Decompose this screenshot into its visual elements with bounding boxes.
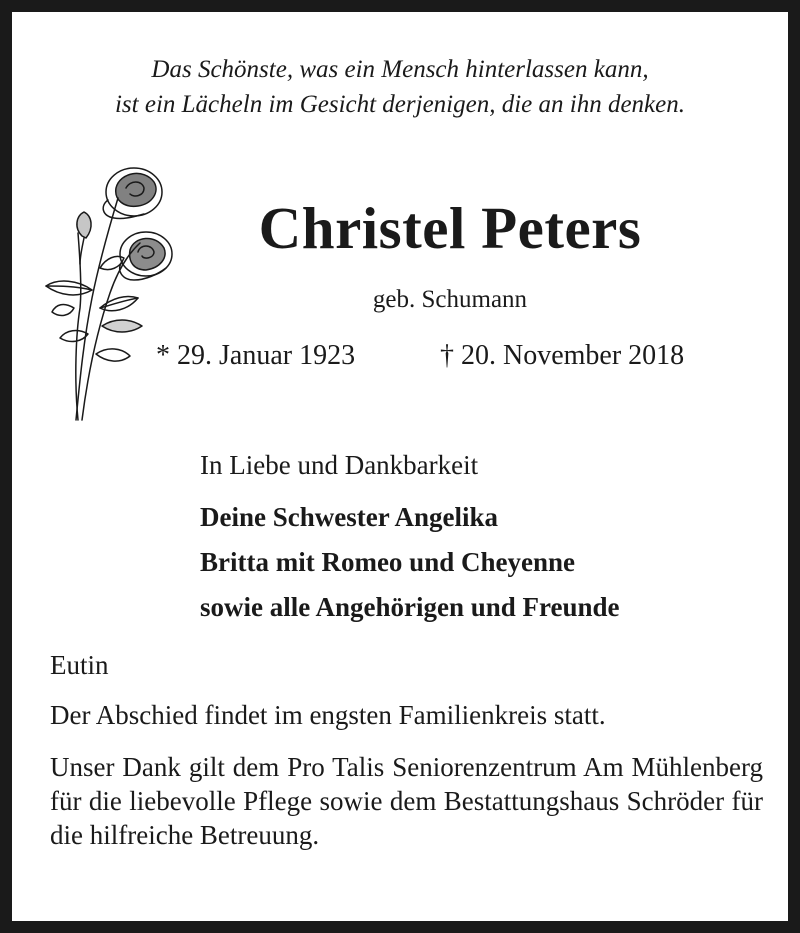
rose-icon <box>40 158 180 424</box>
mourners-lead: In Liebe und Dankbarkeit <box>200 450 479 480</box>
deceased-name: Christel Peters <box>258 195 642 261</box>
quote-line-2: ist ein Lächeln im Gesicht derjenigen, die an ihn denken. <box>114 91 685 118</box>
thanks-paragraph: Unser Dank gilt dem Pro Talis Seniorenzentrum Am Mühlenberg für die liebevolle Pflege sowie dem Bestattungshaus Schröder für die hilfreiche Betreuung. <box>50 752 763 850</box>
quote-line-1: Das Schönste, was ein Mensch hinterlassen kann, <box>151 56 649 83</box>
mourner-line: Deine Schwester Angelika <box>200 502 498 532</box>
mourners-block <box>200 450 620 630</box>
place-name: Eutin <box>50 650 109 680</box>
mourner-line: Britta mit Romeo und Cheyenne <box>200 547 575 577</box>
birth-date: * 29. Januar 1923 <box>156 340 356 371</box>
farewell-note: Der Abschied findet im engsten Familienkreis statt. <box>50 700 606 730</box>
maiden-name: geb. Schumann <box>372 286 528 313</box>
death-date: † 20. November 2018 <box>440 340 685 371</box>
mourner-line: sowie alle Angehörigen und Freunde <box>200 592 620 622</box>
memorial-quote <box>12 52 788 122</box>
